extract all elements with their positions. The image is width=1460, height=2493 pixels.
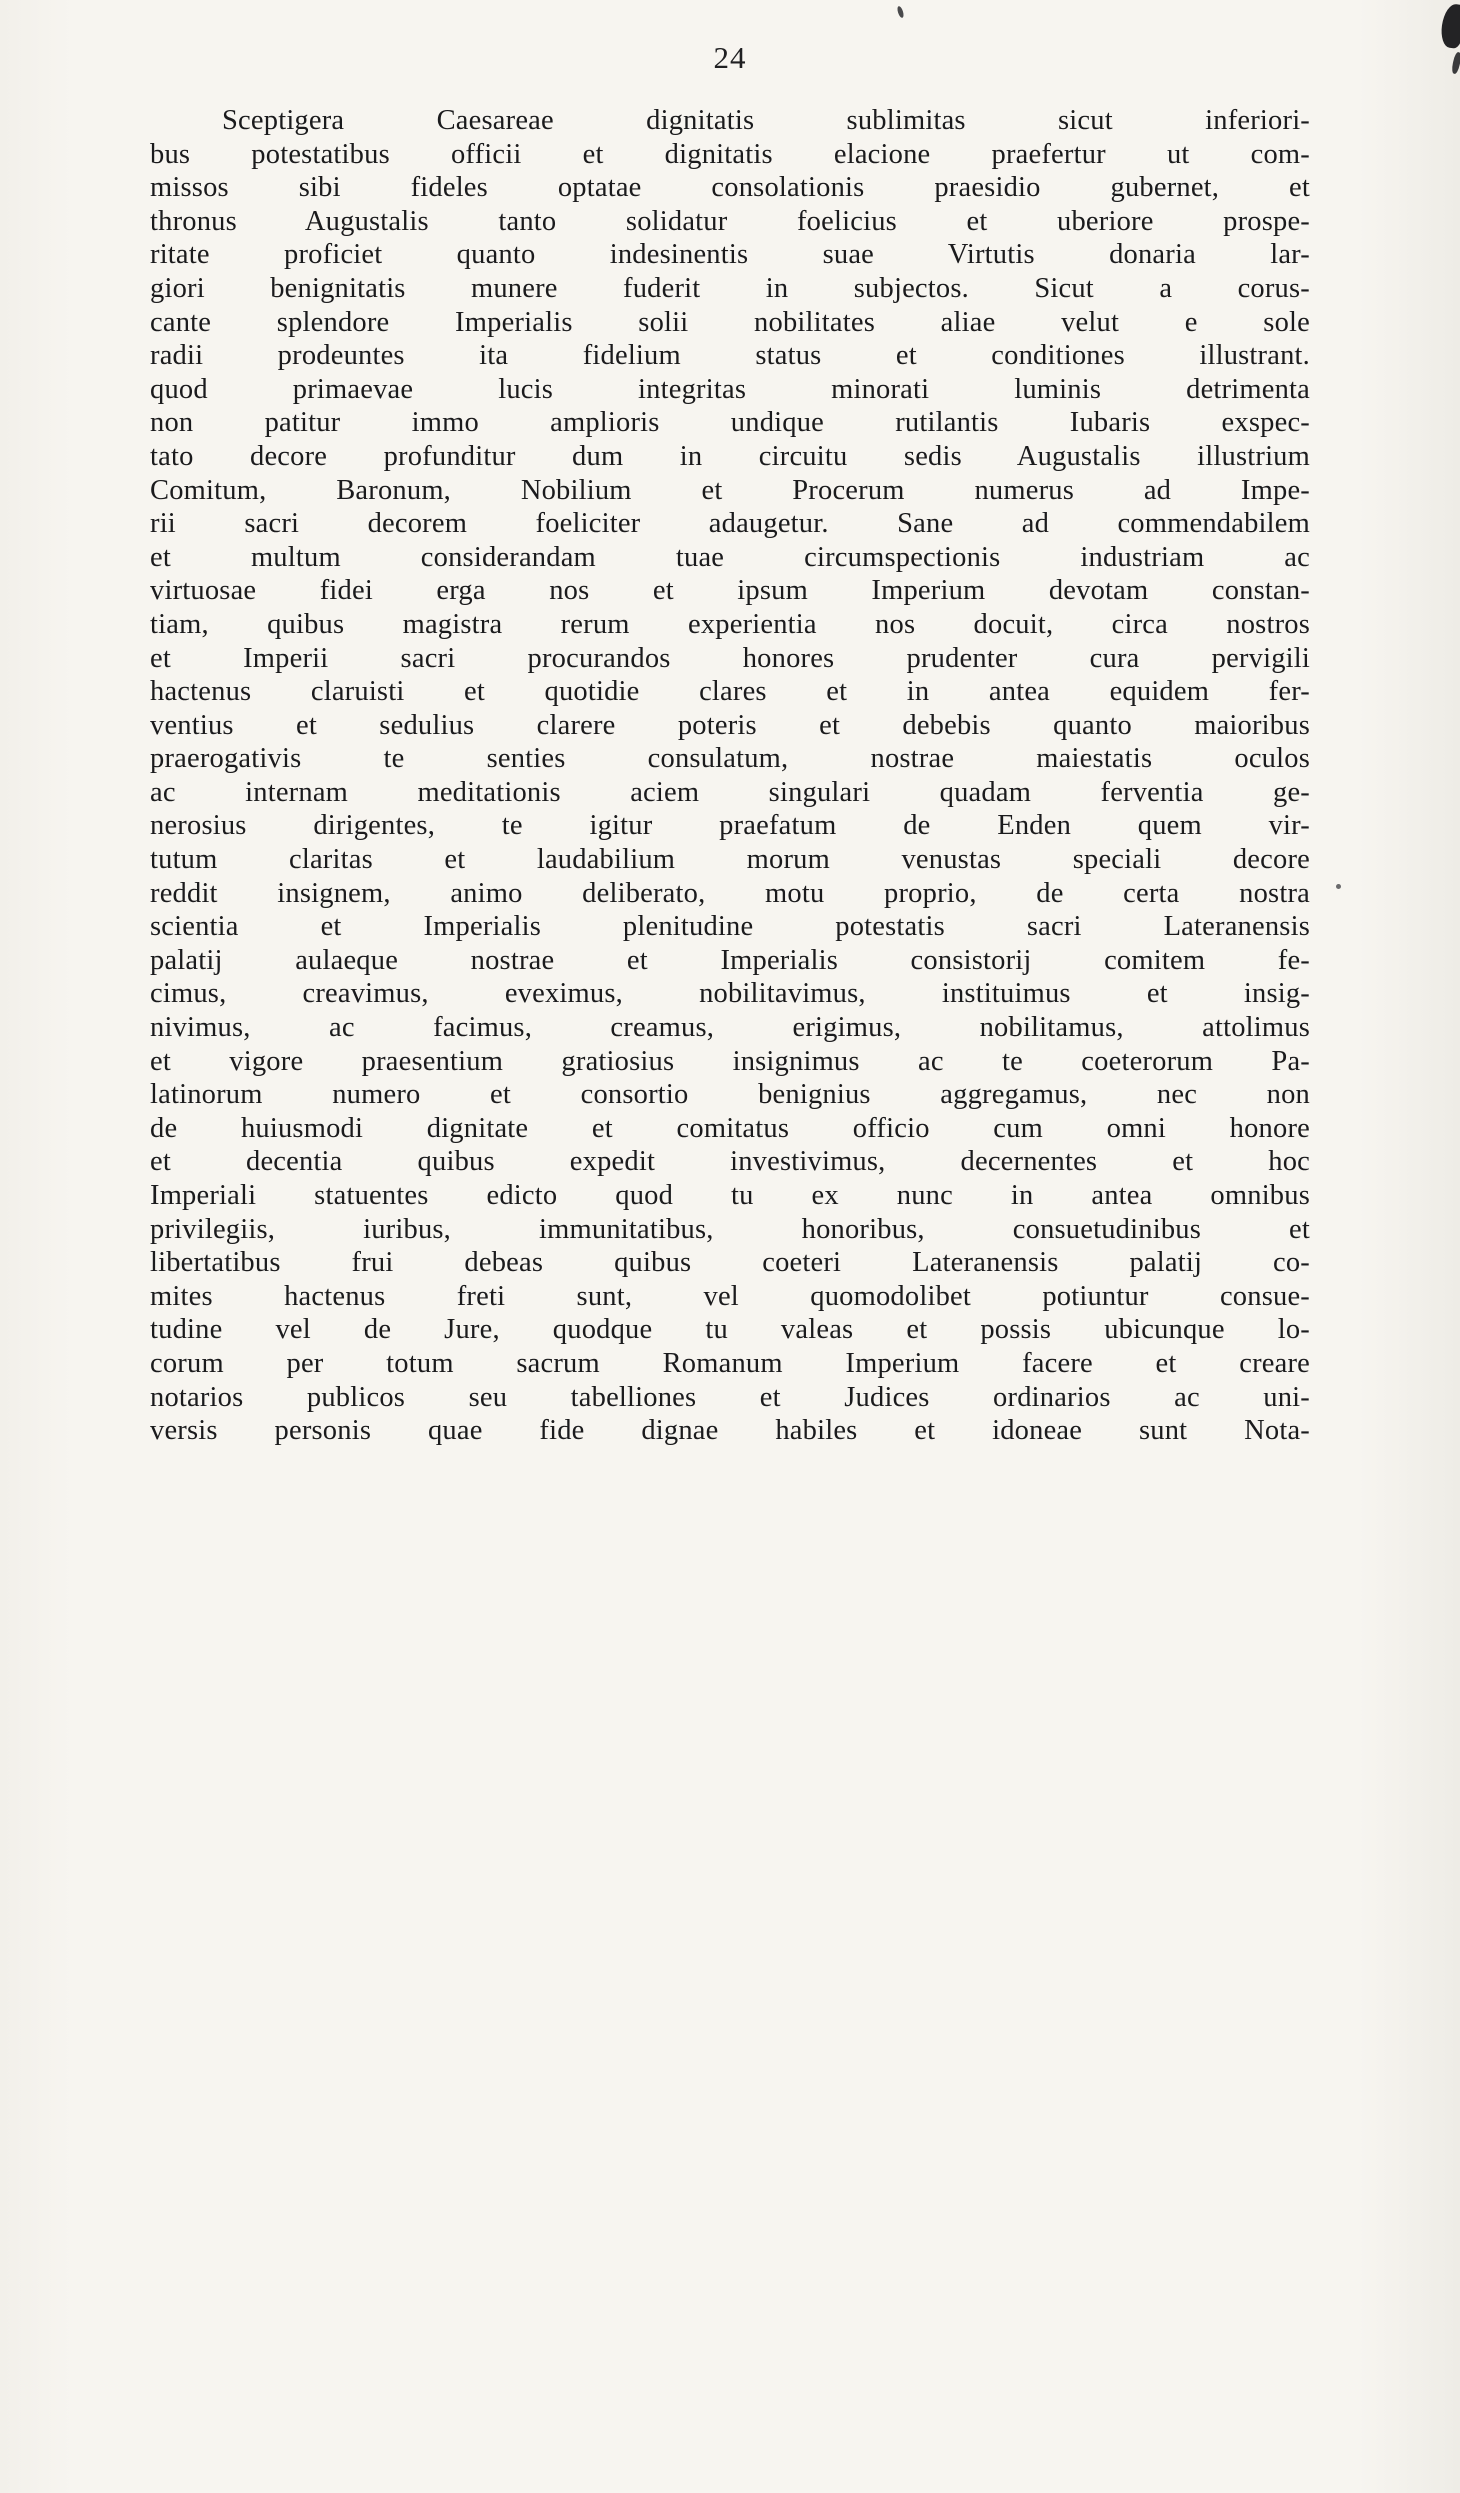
text-line: hactenus claruisti et quotidie clares et in antea equidem fer-	[150, 676, 1310, 708]
text-line: notarios publicos seu tabelliones et Judices ordinarios ac uni-	[150, 1381, 1310, 1413]
text-line: de huiusmodi dignitate et comitatus officio cum omni honore	[150, 1112, 1310, 1144]
text-line: libertatibus frui debeas quibus coeteri Lateranensis palatij co-	[150, 1247, 1310, 1279]
text-line: cimus, creavimus, eveximus, nobilitavimus, instituimus et insig-	[150, 978, 1310, 1010]
text-line: mites hactenus freti sunt, vel quomodolibet potiuntur consue-	[150, 1280, 1310, 1312]
text-line: scientia et Imperialis plenitudine potestatis sacri Lateranensis	[150, 911, 1310, 943]
text-line: nivimus, ac facimus, creamus, erigimus, nobilitamus, attolimus	[150, 1012, 1310, 1044]
text-line: bus potestatibus officii et dignitatis elacione praefertur ut com-	[150, 138, 1310, 170]
text-line: et decentia quibus expedit investivimus, decernentes et hoc	[150, 1146, 1310, 1178]
ink-tick-artifact	[896, 6, 904, 19]
ink-dash-artifact	[1451, 52, 1460, 75]
ink-smudge-artifact	[1439, 3, 1460, 50]
text-line: missos sibi fideles optatae consolationis praesidio gubernet, et	[150, 172, 1310, 204]
text-line: virtuosae fidei erga nos et ipsum Imperium devotam constan-	[150, 575, 1310, 607]
speck-artifact	[1336, 884, 1341, 889]
text-line: corum per totum sacrum Romanum Imperium facere et creare	[150, 1347, 1310, 1379]
text-line: Imperiali statuentes edicto quod tu ex nunc in antea omnibus	[150, 1180, 1310, 1211]
text-line: non patitur immo amplioris undique rutilantis Iubaris exspec-	[150, 407, 1310, 439]
text-line: ventius et sedulius clarere poteris et debebis quanto maioribus	[150, 709, 1310, 741]
text-line: rii sacri decorem foeliciter adaugetur. Sane ad commendabilem	[150, 508, 1310, 540]
text-line: reddit insignem, animo deliberato, motu proprio, de certa nostra	[150, 877, 1310, 909]
text-line: tiam, quibus magistra rerum experientia nos docuit, circa nostros	[150, 608, 1310, 640]
text-line: Sceptigera Caesareae dignitatis sublimitas sicut inferiori-	[222, 105, 1310, 136]
text-line: thronus Augustalis tanto solidatur foelicius et uberiore prospe-	[150, 205, 1310, 237]
text-line: et Imperii sacri procurandos honores prudenter cura pervigili	[150, 642, 1310, 674]
text-line: latinorum numero et consortio benignius aggregamus, nec non	[150, 1079, 1310, 1111]
text-line: et multum considerandam tuae circumspectionis industriam ac	[150, 541, 1310, 573]
text-line: privilegiis, iuribus, immunitatibus, honoribus, consuetudinibus et	[150, 1213, 1310, 1245]
text-line: giori benignitatis munere fuderit in subjectos. Sicut a corus-	[150, 272, 1310, 304]
text-line: Comitum, Baronum, Nobilium et Procerum numerus ad Impe-	[150, 474, 1310, 506]
text-line: ac internam meditationis aciem singulari quadam ferventia ge-	[150, 776, 1310, 808]
text-line: tato decore profunditur dum in circuitu sedis Augustalis illustrium	[150, 440, 1310, 472]
text-line: cante splendore Imperialis solii nobilitates aliae velut e sole	[150, 306, 1310, 338]
text-line: quod primaevae lucis integritas minorati luminis detrimenta	[150, 373, 1310, 405]
text-line: versis personis quae fide dignae habiles et idoneae sunt Nota-	[150, 1415, 1310, 1447]
text-line: tudine vel de Jure, quodque tu valeas et possis ubicunque lo-	[150, 1314, 1310, 1346]
text-line: ritate proficiet quanto indesinentis suae Virtutis donaria lar-	[150, 239, 1310, 271]
text-line: nerosius dirigentes, te igitur praefatum de Enden quem vir-	[150, 810, 1310, 842]
body-text	[150, 104, 1310, 1448]
text-line: palatij aulaeque nostrae et Imperialis consistorij comitem fe-	[150, 944, 1310, 976]
page-number: 24	[713, 40, 747, 75]
text-line: et vigore praesentium gratiosius insignimus ac te coeterorum Pa-	[150, 1045, 1310, 1077]
text-line: praerogativis te senties consulatum, nostrae maiestatis oculos	[150, 743, 1310, 775]
text-line: radii prodeuntes ita fidelium status et conditiones illustrant.	[150, 340, 1310, 372]
text-line: tutum claritas et laudabilium morum venustas speciali decore	[150, 844, 1310, 876]
